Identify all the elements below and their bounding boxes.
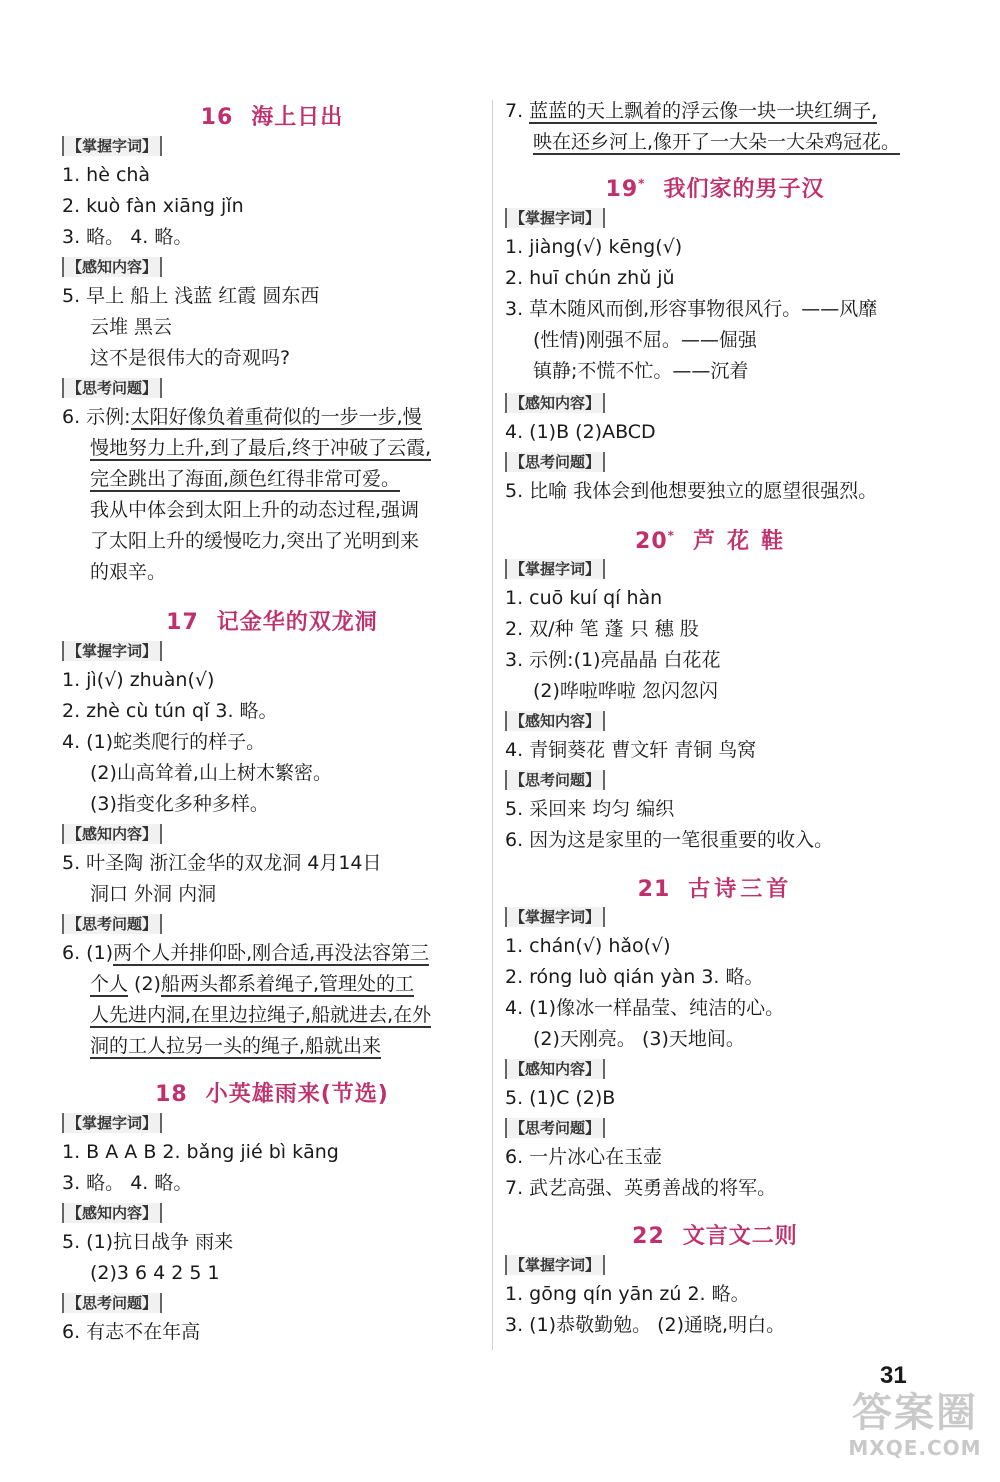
answer-line (90, 434, 431, 462)
answer-line: (性情)刚强不屈。——倔强 (533, 329, 757, 351)
answer-line: (2)哗啦哗啦 忽闪忽闪 (533, 680, 718, 702)
section-name: 文言文二则 (682, 1224, 798, 1249)
answer-prefix: 7. (505, 100, 530, 122)
watermark-url: MXQE.COM (848, 1436, 982, 1460)
section-number: 20* (635, 528, 675, 554)
section-21-title (505, 872, 925, 903)
underlined-text: 个人 (90, 973, 129, 995)
answer-line: 5. 叶圣陶 浙江金华的双龙洞 4月14日 (62, 852, 382, 874)
column-divider (492, 100, 493, 1350)
answer-line: 4. 青铜葵花 曹文轩 青铜 鸟窝 (505, 739, 757, 761)
answer-line: 2. 双/种 笔 蓬 只 穗 股 (505, 618, 699, 640)
tag-perceive: 【感知内容】 (62, 824, 162, 844)
answer-prefix: 6. 示例: (62, 406, 131, 428)
answer-line: 2. huī chún zhǔ jǔ (505, 267, 675, 289)
answer-line: 6. 因为这是家里的一笔很重要的收入。 (505, 829, 834, 851)
answer-line: 了太阳上升的缓慢吃力,突出了光明到来 (90, 530, 420, 552)
answer-line: 2. zhè cù tún qǐ 3. 略。 (62, 700, 278, 722)
answer-line: 1. cuō kuí qí hàn (505, 587, 663, 609)
tag-think: 【思考问题】 (505, 770, 605, 790)
underlined-text: 船两头都系着绳子,管理处的工 (160, 973, 415, 995)
answer-line: 3. 草木随风而倒,形容事物很风行。——风靡 (505, 298, 878, 320)
answer-line (90, 465, 400, 493)
section-number: 17 (166, 610, 199, 635)
section-name: 芦花鞋 (692, 529, 795, 554)
section-name: 记金华的双龙洞 (216, 610, 378, 635)
section-number: 19* (605, 176, 646, 202)
tag-think: 【思考问题】 (505, 452, 605, 472)
answer-line: 这不是很伟大的奇观吗? (90, 347, 291, 369)
answer-line (62, 939, 429, 967)
answer-line: (2)山高耸着,山上树木繁密。 (90, 762, 332, 784)
tag-master: 【掌握字词】 (62, 641, 162, 661)
answer-line: 4. (1)像冰一样晶莹、纯洁的心。 (505, 997, 785, 1019)
section-name: 海上日出 (251, 105, 344, 130)
tag-master: 【掌握字词】 (505, 907, 605, 927)
section-16-title (62, 100, 482, 131)
underlined-text: 洞的工人拉另一头的绳子,船就出来 (90, 1035, 382, 1057)
tag-perceive: 【感知内容】 (505, 711, 605, 731)
answer-line (90, 970, 414, 998)
tag-perceive: 【感知内容】 (62, 1203, 162, 1223)
tag-master: 【掌握字词】 (62, 136, 162, 156)
watermark (835, 1390, 995, 1460)
section-number: 16 (200, 105, 234, 130)
answer-line (90, 1032, 381, 1060)
tag-master: 【掌握字词】 (62, 1113, 162, 1133)
section-name: 我们家的男子汉 (663, 177, 825, 202)
section-name: 小英雄雨来(节选) (205, 1082, 389, 1107)
answer-line: 7. 武艺高强、英勇善战的将军。 (505, 1177, 777, 1199)
tag-master: 【掌握字词】 (505, 559, 605, 579)
underlined-text: 人先进内洞,在里边拉绳子,船就进去,在外 (90, 1004, 432, 1026)
section-number: 21 (637, 877, 671, 902)
answer-line: 的艰辛。 (90, 561, 167, 583)
answer-line (533, 128, 900, 156)
answer-line: 1. jì(√) zhuàn(√) (62, 669, 215, 691)
answer-line: 1. B A A B 2. bǎng jié bì kāng (62, 1141, 339, 1163)
answer-line: 1. gōng qín yān zú 2. 略。 (505, 1283, 750, 1305)
underlined-text: 蓝蓝的天上飘着的浮云像一块一块红绸子, (529, 100, 878, 122)
tag-think: 【思考问题】 (505, 1118, 605, 1138)
answer-line: 3. 示例:(1)亮晶晶 白花花 (505, 649, 721, 671)
tag-perceive: 【感知内容】 (505, 393, 605, 413)
answer-line: 我从中体会到太阳上升的动态过程,强调 (90, 499, 420, 521)
answer-line (62, 403, 422, 431)
answer-line: 1. hè chà (62, 164, 151, 186)
answer-line: 云堆 黑云 (90, 316, 173, 338)
answer-line (505, 97, 877, 125)
section-number: 18 (155, 1082, 188, 1107)
watermark-logo: 答案圈 (852, 1390, 978, 1436)
section-18-title (62, 1077, 482, 1108)
answer-prefix: 6. (1) (62, 942, 114, 964)
tag-think: 【思考问题】 (62, 914, 162, 934)
answer-line: 5. 早上 船上 浅蓝 红霞 圆东西 (62, 285, 320, 307)
tag-perceive: 【感知内容】 (62, 257, 162, 277)
tag-think: 【思考问题】 (62, 1293, 162, 1313)
underlined-text: 太阳好像负着重荷似的一步一步,慢 (130, 406, 422, 428)
answer-prefix: (2) (128, 973, 161, 995)
section-19-title (505, 172, 925, 203)
answer-line: (2)天刚亮。 (3)天地间。 (533, 1028, 745, 1050)
tag-master: 【掌握字词】 (505, 208, 605, 228)
page-number: 31 (880, 1362, 907, 1389)
answer-line: 4. (1)蛇类爬行的样子。 (62, 731, 266, 753)
answer-line: (3)指变化多种多样。 (90, 793, 269, 815)
underlined-text: 两个人并排仰卧,刚合适,再没法容第三 (113, 942, 430, 964)
answer-line: 5. 比喻 我体会到他想要独立的愿望很强烈。 (505, 480, 878, 502)
answer-line: 2. kuò fàn xiāng jǐn (62, 195, 244, 217)
underlined-text: 慢地努力上升,到了最后,终于冲破了云霞, (90, 437, 432, 459)
answer-line: 3. (1)恭敬勤勉。 (2)通晓,明白。 (505, 1314, 786, 1336)
answer-line: 2. róng luò qián yàn 3. 略。 (505, 966, 764, 988)
answer-line: 5. 采回来 均匀 编织 (505, 798, 675, 820)
answer-line: (2)3 6 4 2 5 1 (90, 1262, 220, 1284)
answer-line: 4. (1)B (2)ABCD (505, 421, 656, 443)
answer-line: 5. (1)C (2)B (505, 1087, 616, 1109)
tag-think: 【思考问题】 (62, 378, 162, 398)
answer-line (90, 1001, 431, 1029)
section-20-title (505, 524, 925, 555)
answer-line: 洞口 外洞 内洞 (90, 883, 217, 905)
answer-line: 6. 一片冰心在玉壶 (505, 1146, 663, 1168)
tag-master: 【掌握字词】 (505, 1255, 605, 1275)
answer-line: 1. jiàng(√) kēng(√) (505, 236, 683, 258)
tag-perceive: 【感知内容】 (505, 1059, 605, 1079)
answer-line: 1. chán(√) hǎo(√) (505, 935, 671, 957)
answer-line: 镇静;不慌不忙。——沉着 (533, 360, 749, 382)
answer-line: 3. 略。 4. 略。 (62, 226, 193, 248)
section-17-title (62, 605, 482, 636)
underlined-text: 映在还乡河上,像开了一大朵一大朵鸡冠花。 (533, 131, 901, 153)
section-number: 22 (632, 1224, 665, 1249)
answer-line: 3. 略。 4. 略。 (62, 1172, 193, 1194)
answer-line: 6. 有志不在年高 (62, 1321, 201, 1343)
underlined-text: 完全跳出了海面,颜色红得非常可爱。 (90, 468, 401, 490)
section-22-title (505, 1219, 925, 1250)
answer-line: 5. (1)抗日战争 雨来 (62, 1231, 234, 1253)
section-name: 古诗三首 (688, 877, 793, 902)
